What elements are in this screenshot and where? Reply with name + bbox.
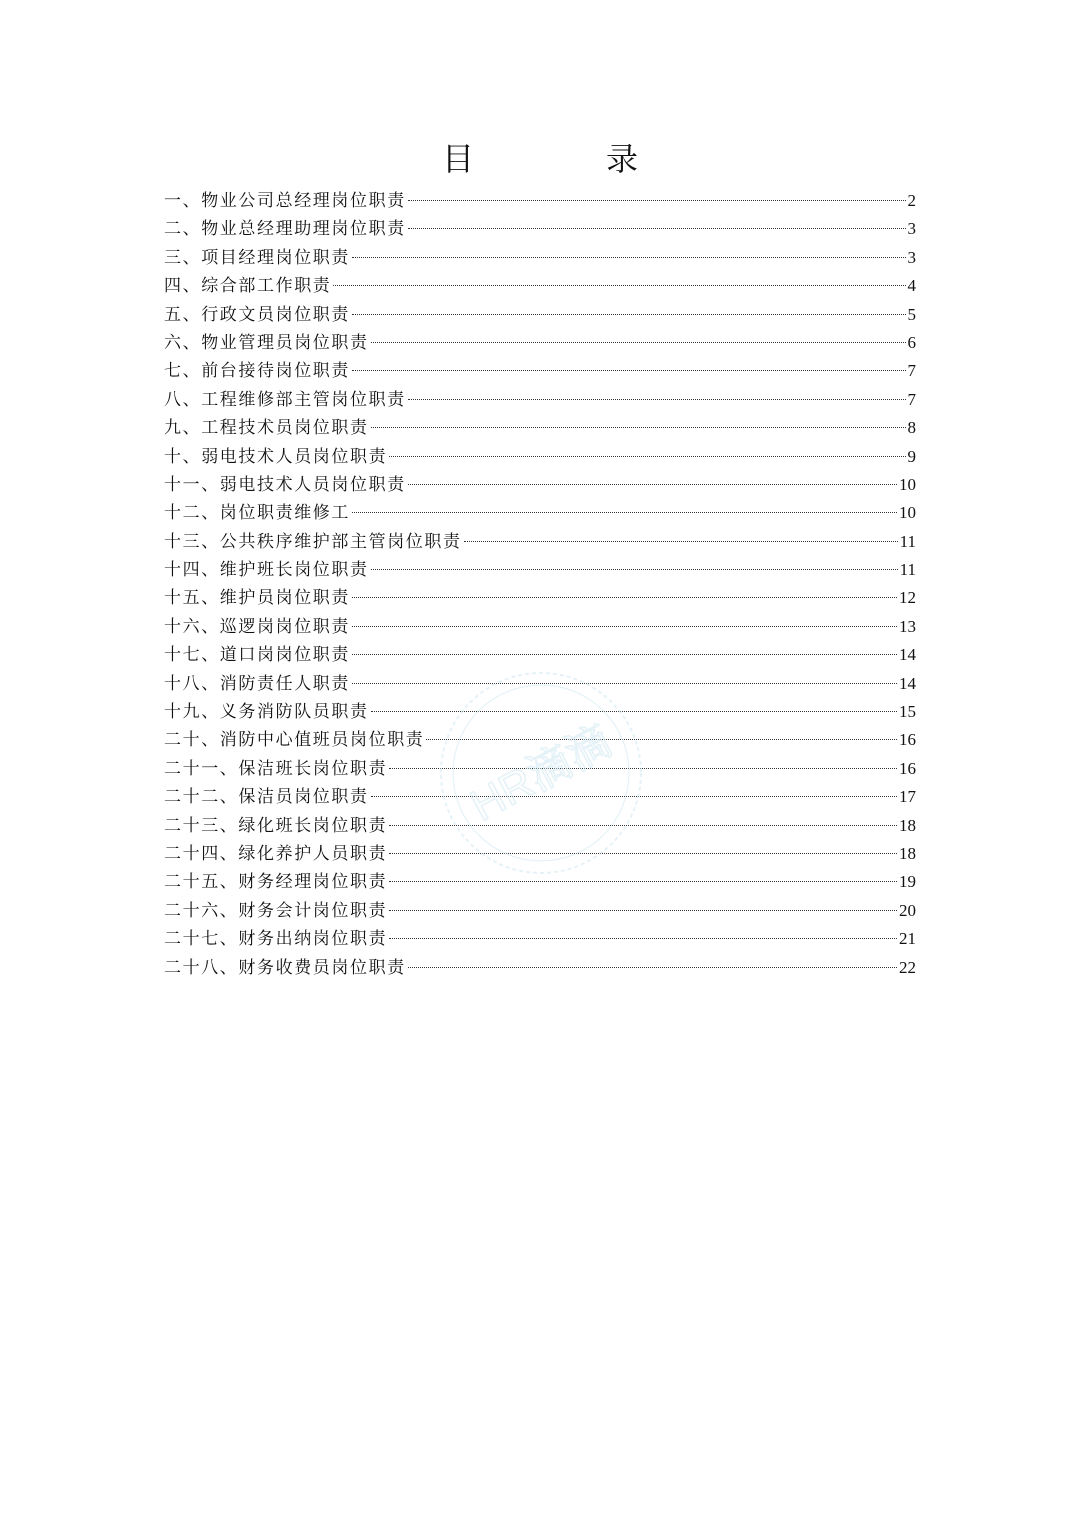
page-title: 目 录 — [441, 140, 688, 178]
toc-entry-label: 二十、消防中心值班员岗位职责 — [164, 730, 425, 751]
toc-page-number: 16 — [899, 758, 916, 778]
toc-entry-label: 八、工程维修部主管岗位职责 — [164, 389, 406, 410]
toc-dot-leader — [389, 909, 897, 911]
toc-entry[interactable] — [164, 783, 916, 811]
toc-entry[interactable] — [164, 301, 916, 329]
toc-page-number: 4 — [907, 276, 916, 296]
toc-entry-label: 二十五、财务经理岗位职责 — [164, 872, 388, 893]
toc-entry-label: 十七、道口岗岗位职责 — [164, 645, 350, 666]
toc-dot-leader — [352, 313, 906, 315]
toc-entry[interactable] — [164, 584, 916, 612]
toc-dot-leader — [389, 455, 905, 457]
toc-entry[interactable] — [164, 613, 916, 641]
toc-entry[interactable] — [164, 187, 916, 215]
toc-dot-leader — [408, 398, 906, 400]
toc-dot-leader — [352, 596, 897, 598]
toc-page-number: 11 — [899, 560, 916, 580]
toc-dot-leader — [371, 341, 906, 343]
toc-page-number: 3 — [907, 247, 916, 267]
toc-entry[interactable] — [164, 244, 916, 272]
toc-page-number: 17 — [899, 787, 916, 807]
toc-entry[interactable] — [164, 726, 916, 754]
toc-entry[interactable] — [164, 215, 916, 243]
toc-entry-label: 十四、维护班长岗位职责 — [164, 560, 369, 581]
toc-page-number: 20 — [899, 900, 916, 920]
toc-page-number: 22 — [899, 957, 916, 977]
toc-entry-label: 十八、消防责任人职责 — [164, 673, 350, 694]
table-of-contents — [164, 187, 916, 982]
toc-entry[interactable] — [164, 471, 916, 499]
toc-entry[interactable] — [164, 386, 916, 414]
toc-page-number: 18 — [899, 815, 916, 835]
toc-dot-leader — [371, 426, 906, 428]
toc-page-number: 10 — [899, 503, 916, 523]
toc-dot-leader — [426, 738, 897, 740]
toc-page-number: 7 — [907, 361, 916, 381]
toc-entry-label: 十六、巡逻岗岗位职责 — [164, 616, 350, 637]
toc-entry-label: 十五、维护员岗位职责 — [164, 588, 350, 609]
toc-page-number: 8 — [907, 418, 916, 438]
toc-entry[interactable] — [164, 698, 916, 726]
toc-entry-label: 十、弱电技术人员岗位职责 — [164, 446, 388, 467]
toc-page-number: 9 — [907, 446, 916, 466]
toc-page-number: 2 — [907, 191, 916, 210]
toc-dot-leader — [352, 625, 897, 627]
toc-page-number: 5 — [907, 304, 916, 324]
toc-entry-label: 二十三、绿化班长岗位职责 — [164, 815, 388, 836]
watermark-text: HR滴滴 — [462, 716, 620, 831]
toc-dot-leader — [389, 767, 897, 769]
toc-dot-leader — [352, 511, 897, 513]
toc-page-number: 21 — [899, 929, 916, 949]
toc-entry-label: 二十二、保洁员岗位职责 — [164, 787, 369, 808]
toc-entry-label: 二、物业总经理助理岗位职责 — [164, 219, 406, 240]
toc-page-number: 13 — [899, 616, 916, 636]
toc-entry-label: 二十六、财务会计岗位职责 — [164, 900, 388, 921]
toc-page-number: 10 — [899, 474, 916, 494]
toc-entry-label: 十九、义务消防队员职责 — [164, 702, 369, 723]
toc-entry-label: 四、综合部工作职责 — [164, 276, 332, 297]
toc-entry-label: 五、行政文员岗位职责 — [164, 304, 350, 325]
toc-dot-leader — [464, 540, 898, 542]
toc-entry-label: 七、前台接待岗位职责 — [164, 361, 350, 382]
toc-entry[interactable] — [164, 925, 916, 953]
toc-dot-leader — [352, 256, 906, 258]
toc-dot-leader — [389, 880, 897, 882]
toc-dot-leader — [408, 199, 906, 201]
toc-page-number: 14 — [899, 673, 916, 693]
toc-entry[interactable] — [164, 670, 916, 698]
toc-entry-label: 一、物业公司总经理岗位职责 — [164, 191, 406, 211]
toc-entry[interactable] — [164, 954, 916, 982]
toc-entry[interactable] — [164, 812, 916, 840]
toc-dot-leader — [371, 568, 898, 570]
toc-dot-leader — [352, 369, 906, 371]
toc-entry-label: 六、物业管理员岗位职责 — [164, 332, 369, 353]
toc-entry[interactable] — [164, 641, 916, 669]
toc-entry[interactable] — [164, 528, 916, 556]
toc-entry-label: 二十七、财务出纳岗位职责 — [164, 929, 388, 950]
toc-entry-label: 三、项目经理岗位职责 — [164, 247, 350, 268]
toc-dot-leader — [408, 966, 897, 968]
toc-dot-leader — [333, 284, 905, 286]
toc-page-number: 12 — [899, 588, 916, 608]
toc-entry[interactable] — [164, 414, 916, 442]
toc-entry-label: 二十一、保洁班长岗位职责 — [164, 758, 388, 779]
toc-entry[interactable] — [164, 755, 916, 783]
toc-entry[interactable] — [164, 556, 916, 584]
toc-page-number: 6 — [907, 332, 916, 352]
toc-page-number: 16 — [899, 730, 916, 750]
toc-entry[interactable] — [164, 357, 916, 385]
toc-page-number: 14 — [899, 645, 916, 665]
toc-page-number: 7 — [907, 389, 916, 409]
toc-dot-leader — [408, 483, 897, 485]
toc-page-number: 15 — [899, 702, 916, 722]
toc-entry-label: 二十八、财务收费员岗位职责 — [164, 957, 406, 978]
toc-page-number: 11 — [899, 531, 916, 551]
toc-dot-leader — [389, 937, 897, 939]
toc-entry[interactable] — [164, 329, 916, 357]
toc-page-number: 19 — [899, 872, 916, 892]
toc-entry[interactable] — [164, 840, 916, 868]
toc-page-number: 18 — [899, 843, 916, 863]
toc-entry[interactable] — [164, 272, 916, 300]
toc-entry-label: 二十四、绿化养护人员职责 — [164, 843, 388, 864]
toc-entry-label: 十二、岗位职责维修工 — [164, 503, 350, 524]
toc-dot-leader — [389, 824, 897, 826]
toc-entry-label: 十一、弱电技术人员岗位职责 — [164, 474, 406, 495]
toc-entry[interactable] — [164, 868, 916, 896]
toc-dot-leader — [352, 682, 897, 684]
toc-page-number: 3 — [907, 219, 916, 239]
toc-entry-label: 九、工程技术员岗位职责 — [164, 418, 369, 439]
toc-entry-label: 十三、公共秩序维护部主管岗位职责 — [164, 531, 462, 552]
toc-dot-leader — [352, 653, 897, 655]
toc-entry[interactable] — [164, 499, 916, 527]
toc-dot-leader — [389, 852, 897, 854]
toc-entry[interactable] — [164, 443, 916, 471]
toc-dot-leader — [371, 795, 897, 797]
toc-entry[interactable] — [164, 897, 916, 925]
toc-dot-leader — [408, 227, 906, 229]
toc-dot-leader — [371, 710, 897, 712]
